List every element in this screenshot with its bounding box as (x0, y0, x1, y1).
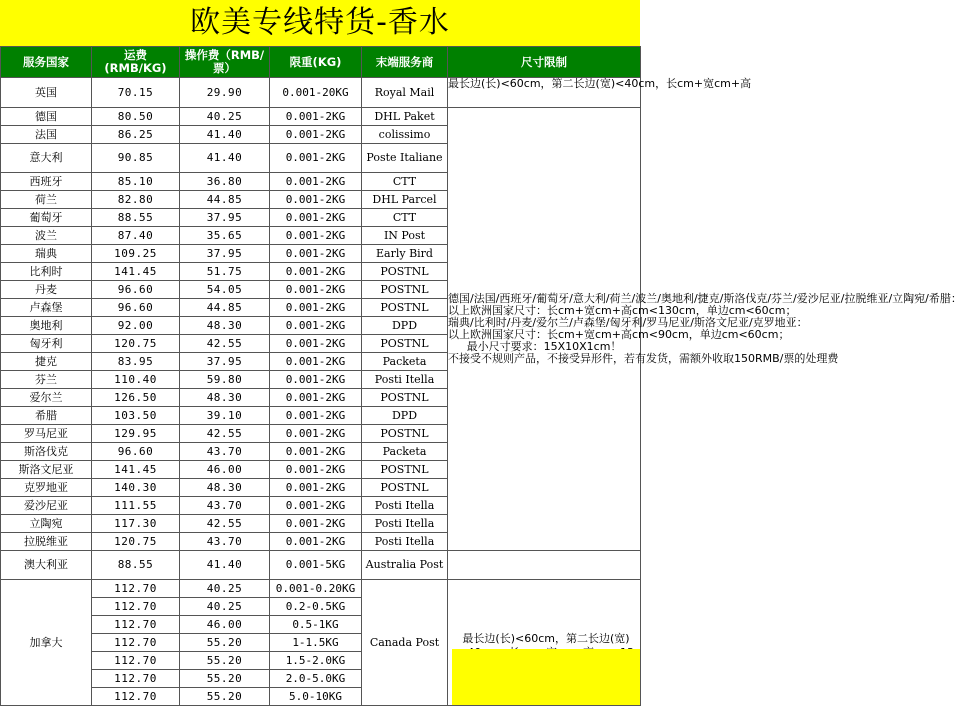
fee-cell: 51.75 (180, 263, 270, 281)
carrier-cell: Royal Mail (362, 78, 448, 108)
carrier-cell: POSTNL (362, 389, 448, 407)
freight-cell: 109.25 (92, 245, 180, 263)
country-cell: 奥地利 (1, 317, 92, 335)
table-row (1, 78, 641, 108)
freight-cell: 111.55 (92, 497, 180, 515)
weight-cell: 0.001-2KG (270, 126, 362, 144)
freight-cell: 112.70 (92, 598, 180, 616)
country-cell: 捷克 (1, 353, 92, 371)
weight-cell: 0.001-2KG (270, 533, 362, 551)
size-note-line: 德国/法国/西班牙/葡萄牙/意大利/荷兰/波兰/奥地利/捷克/斯洛伐克/芬兰/爱沙尼亚/拉脱维亚/立陶宛/希腊： (448, 292, 962, 305)
country-cell: 爱沙尼亚 (1, 497, 92, 515)
weight-cell: 5.0-10KG (270, 688, 362, 706)
weight-cell: 1-1.5KG (270, 634, 362, 652)
fee-cell: 35.65 (180, 227, 270, 245)
fee-cell: 48.30 (180, 317, 270, 335)
weight-cell: 0.001-2KG (270, 335, 362, 353)
country-cell: 斯洛文尼亚 (1, 461, 92, 479)
country-cell: 意大利 (1, 144, 92, 173)
table-row (1, 551, 641, 580)
fee-cell: 40.25 (180, 108, 270, 126)
fee-cell: 55.20 (180, 670, 270, 688)
carrier-cell: Poste Italiane (362, 144, 448, 173)
size-note-europe (448, 108, 962, 551)
fee-cell: 29.90 (180, 78, 270, 108)
weight-cell: 0.001-2KG (270, 245, 362, 263)
carrier-cell: POSTNL (362, 263, 448, 281)
carrier-cell: Posti Itella (362, 533, 448, 551)
carrier-cell: Posti Itella (362, 515, 448, 533)
country-cell: 葡萄牙 (1, 209, 92, 227)
size-note-uk: 最长边(长)<60cm，第二长边(宽)<40cm，长cm+宽cm+高 (448, 78, 641, 108)
weight-cell: 0.2-0.5KG (270, 598, 362, 616)
fee-cell: 41.40 (180, 144, 270, 173)
weight-cell: 0.001-2KG (270, 108, 362, 126)
carrier-cell: CTT (362, 173, 448, 191)
fee-cell: 46.00 (180, 461, 270, 479)
fee-cell: 36.80 (180, 173, 270, 191)
weight-cell: 0.001-5KG (270, 551, 362, 580)
freight-cell: 140.30 (92, 479, 180, 497)
freight-cell: 103.50 (92, 407, 180, 425)
fee-cell: 46.00 (180, 616, 270, 634)
weight-cell: 0.001-2KG (270, 263, 362, 281)
fee-cell: 37.95 (180, 245, 270, 263)
fee-cell: 44.85 (180, 299, 270, 317)
fee-cell: 40.25 (180, 580, 270, 598)
carrier-cell: POSTNL (362, 425, 448, 443)
weight-cell: 0.001-2KG (270, 407, 362, 425)
freight-cell: 85.10 (92, 173, 180, 191)
fee-cell: 37.95 (180, 209, 270, 227)
freight-cell: 88.55 (92, 209, 180, 227)
fee-cell: 42.55 (180, 515, 270, 533)
table-row (1, 580, 641, 598)
fee-cell: 54.05 (180, 281, 270, 299)
weight-cell: 0.001-2KG (270, 227, 362, 245)
country-cell: 澳大利亚 (1, 551, 92, 580)
freight-cell: 112.70 (92, 616, 180, 634)
fee-cell: 48.30 (180, 389, 270, 407)
country-cell: 斯洛伐克 (1, 443, 92, 461)
country-cell: 罗马尼亚 (1, 425, 92, 443)
carrier-cell: Australia Post (362, 551, 448, 580)
country-cell: 西班牙 (1, 173, 92, 191)
carrier-cell: Packeta (362, 353, 448, 371)
freight-cell: 112.70 (92, 580, 180, 598)
carrier-cell: POSTNL (362, 281, 448, 299)
carrier-cell: POSTNL (362, 299, 448, 317)
weight-cell: 0.001-20KG (270, 78, 362, 108)
header-row (1, 47, 641, 78)
weight-cell: 0.001-2KG (270, 389, 362, 407)
country-cell: 比利时 (1, 263, 92, 281)
size-note-canada (448, 580, 641, 706)
fee-cell: 42.55 (180, 425, 270, 443)
freight-cell: 110.40 (92, 371, 180, 389)
freight-cell: 96.60 (92, 281, 180, 299)
country-cell: 法国 (1, 126, 92, 144)
size-note-australia (448, 551, 641, 580)
fee-cell: 43.70 (180, 443, 270, 461)
country-cell: 爱尔兰 (1, 389, 92, 407)
country-cell: 匈牙利 (1, 335, 92, 353)
carrier-cell-canada: Canada Post (362, 580, 448, 706)
carrier-cell: POSTNL (362, 335, 448, 353)
freight-cell: 90.85 (92, 144, 180, 173)
table-row (1, 108, 641, 126)
fee-cell: 37.95 (180, 353, 270, 371)
country-cell: 芬兰 (1, 371, 92, 389)
highlight-block (452, 649, 640, 705)
carrier-cell: IN Post (362, 227, 448, 245)
carrier-cell: DHL Parcel (362, 191, 448, 209)
header-weight: 限重(KG) (270, 47, 362, 78)
fee-cell: 55.20 (180, 688, 270, 706)
page-title: 欧美专线特货-香水 (0, 0, 640, 46)
carrier-cell: Early Bird (362, 245, 448, 263)
weight-cell: 1.5-2.0KG (270, 652, 362, 670)
size-note-line: 以上欧洲国家尺寸：长cm+宽cm+高cm<90cm，单边cm<60cm； (448, 328, 790, 341)
header-size: 尺寸限制 (448, 47, 641, 78)
freight-cell: 88.55 (92, 551, 180, 580)
freight-cell: 86.25 (92, 126, 180, 144)
freight-cell: 82.80 (92, 191, 180, 209)
country-cell: 英国 (1, 78, 92, 108)
freight-cell: 80.50 (92, 108, 180, 126)
freight-cell: 112.70 (92, 652, 180, 670)
carrier-cell: Packeta (362, 443, 448, 461)
country-cell: 立陶宛 (1, 515, 92, 533)
size-note-line: 最小尺寸要求：15X10X1cm！ (466, 340, 622, 353)
country-cell: 德国 (1, 108, 92, 126)
weight-cell: 0.001-2KG (270, 371, 362, 389)
header-carrier: 末端服务商 (362, 47, 448, 78)
country-cell: 波兰 (1, 227, 92, 245)
country-cell: 克罗地亚 (1, 479, 92, 497)
weight-cell: 0.001-2KG (270, 353, 362, 371)
size-note-line: 瑞典/比利时/丹麦/爱尔兰/卢森堡/匈牙利/罗马尼亚/斯洛文尼亚/克罗地亚： (448, 316, 808, 329)
header-country: 服务国家 (1, 47, 92, 78)
fee-cell: 42.55 (180, 335, 270, 353)
weight-cell: 0.001-2KG (270, 281, 362, 299)
carrier-cell: POSTNL (362, 461, 448, 479)
freight-cell: 141.45 (92, 461, 180, 479)
carrier-cell: DHL Paket (362, 108, 448, 126)
weight-cell: 0.001-2KG (270, 191, 362, 209)
header-fee: 操作费（RMB/ 票） (180, 47, 270, 78)
freight-cell: 120.75 (92, 533, 180, 551)
freight-cell: 141.45 (92, 263, 180, 281)
weight-cell: 0.001-2KG (270, 209, 362, 227)
carrier-cell: POSTNL (362, 479, 448, 497)
size-note-line: 不接受不规则产品，不接受异形件，若有发货，需额外收取150RMB/票的处理费 (448, 352, 839, 365)
size-note-line: 以上欧洲国家尺寸：长cm+宽cm+高cm<130cm，单边cm<60cm； (448, 304, 797, 317)
weight-cell: 0.001-2KG (270, 479, 362, 497)
freight-cell: 92.00 (92, 317, 180, 335)
weight-cell: 0.001-2KG (270, 317, 362, 335)
freight-cell: 112.70 (92, 670, 180, 688)
fee-cell: 43.70 (180, 533, 270, 551)
weight-cell: 2.0-5.0KG (270, 670, 362, 688)
country-cell: 卢森堡 (1, 299, 92, 317)
country-cell: 荷兰 (1, 191, 92, 209)
freight-cell: 70.15 (92, 78, 180, 108)
fee-cell: 59.80 (180, 371, 270, 389)
carrier-cell: DPD (362, 317, 448, 335)
fee-cell: 39.10 (180, 407, 270, 425)
fee-cell: 40.25 (180, 598, 270, 616)
freight-cell: 129.95 (92, 425, 180, 443)
weight-cell: 0.001-2KG (270, 443, 362, 461)
country-cell: 丹麦 (1, 281, 92, 299)
freight-cell: 83.95 (92, 353, 180, 371)
rate-table (0, 46, 962, 706)
fee-cell: 43.70 (180, 497, 270, 515)
weight-cell: 0.001-2KG (270, 173, 362, 191)
freight-cell: 96.60 (92, 443, 180, 461)
fee-cell: 41.40 (180, 126, 270, 144)
carrier-cell: Posti Itella (362, 371, 448, 389)
freight-cell: 120.75 (92, 335, 180, 353)
size-note-canada-text: 最长边(长)<60cm，第二长边(宽) (462, 631, 630, 645)
fee-cell: 55.20 (180, 652, 270, 670)
country-cell: 希腊 (1, 407, 92, 425)
freight-cell: 112.70 (92, 634, 180, 652)
carrier-cell: CTT (362, 209, 448, 227)
country-cell: 瑞典 (1, 245, 92, 263)
country-cell-canada: 加拿大 (1, 580, 92, 706)
freight-cell: 126.50 (92, 389, 180, 407)
weight-cell: 0.001-2KG (270, 144, 362, 173)
header-freight: 运费 (RMB/KG) (92, 47, 180, 78)
freight-cell: 87.40 (92, 227, 180, 245)
weight-cell: 0.001-2KG (270, 425, 362, 443)
carrier-cell: DPD (362, 407, 448, 425)
weight-cell: 0.001-2KG (270, 299, 362, 317)
weight-cell: 0.001-0.20KG (270, 580, 362, 598)
fee-cell: 41.40 (180, 551, 270, 580)
freight-cell: 117.30 (92, 515, 180, 533)
fee-cell: 48.30 (180, 479, 270, 497)
fee-cell: 55.20 (180, 634, 270, 652)
weight-cell: 0.001-2KG (270, 497, 362, 515)
freight-cell: 112.70 (92, 688, 180, 706)
weight-cell: 0.001-2KG (270, 515, 362, 533)
freight-cell: 96.60 (92, 299, 180, 317)
carrier-cell: colissimo (362, 126, 448, 144)
country-cell: 拉脱维亚 (1, 533, 92, 551)
weight-cell: 0.001-2KG (270, 461, 362, 479)
fee-cell: 44.85 (180, 191, 270, 209)
carrier-cell: Posti Itella (362, 497, 448, 515)
weight-cell: 0.5-1KG (270, 616, 362, 634)
